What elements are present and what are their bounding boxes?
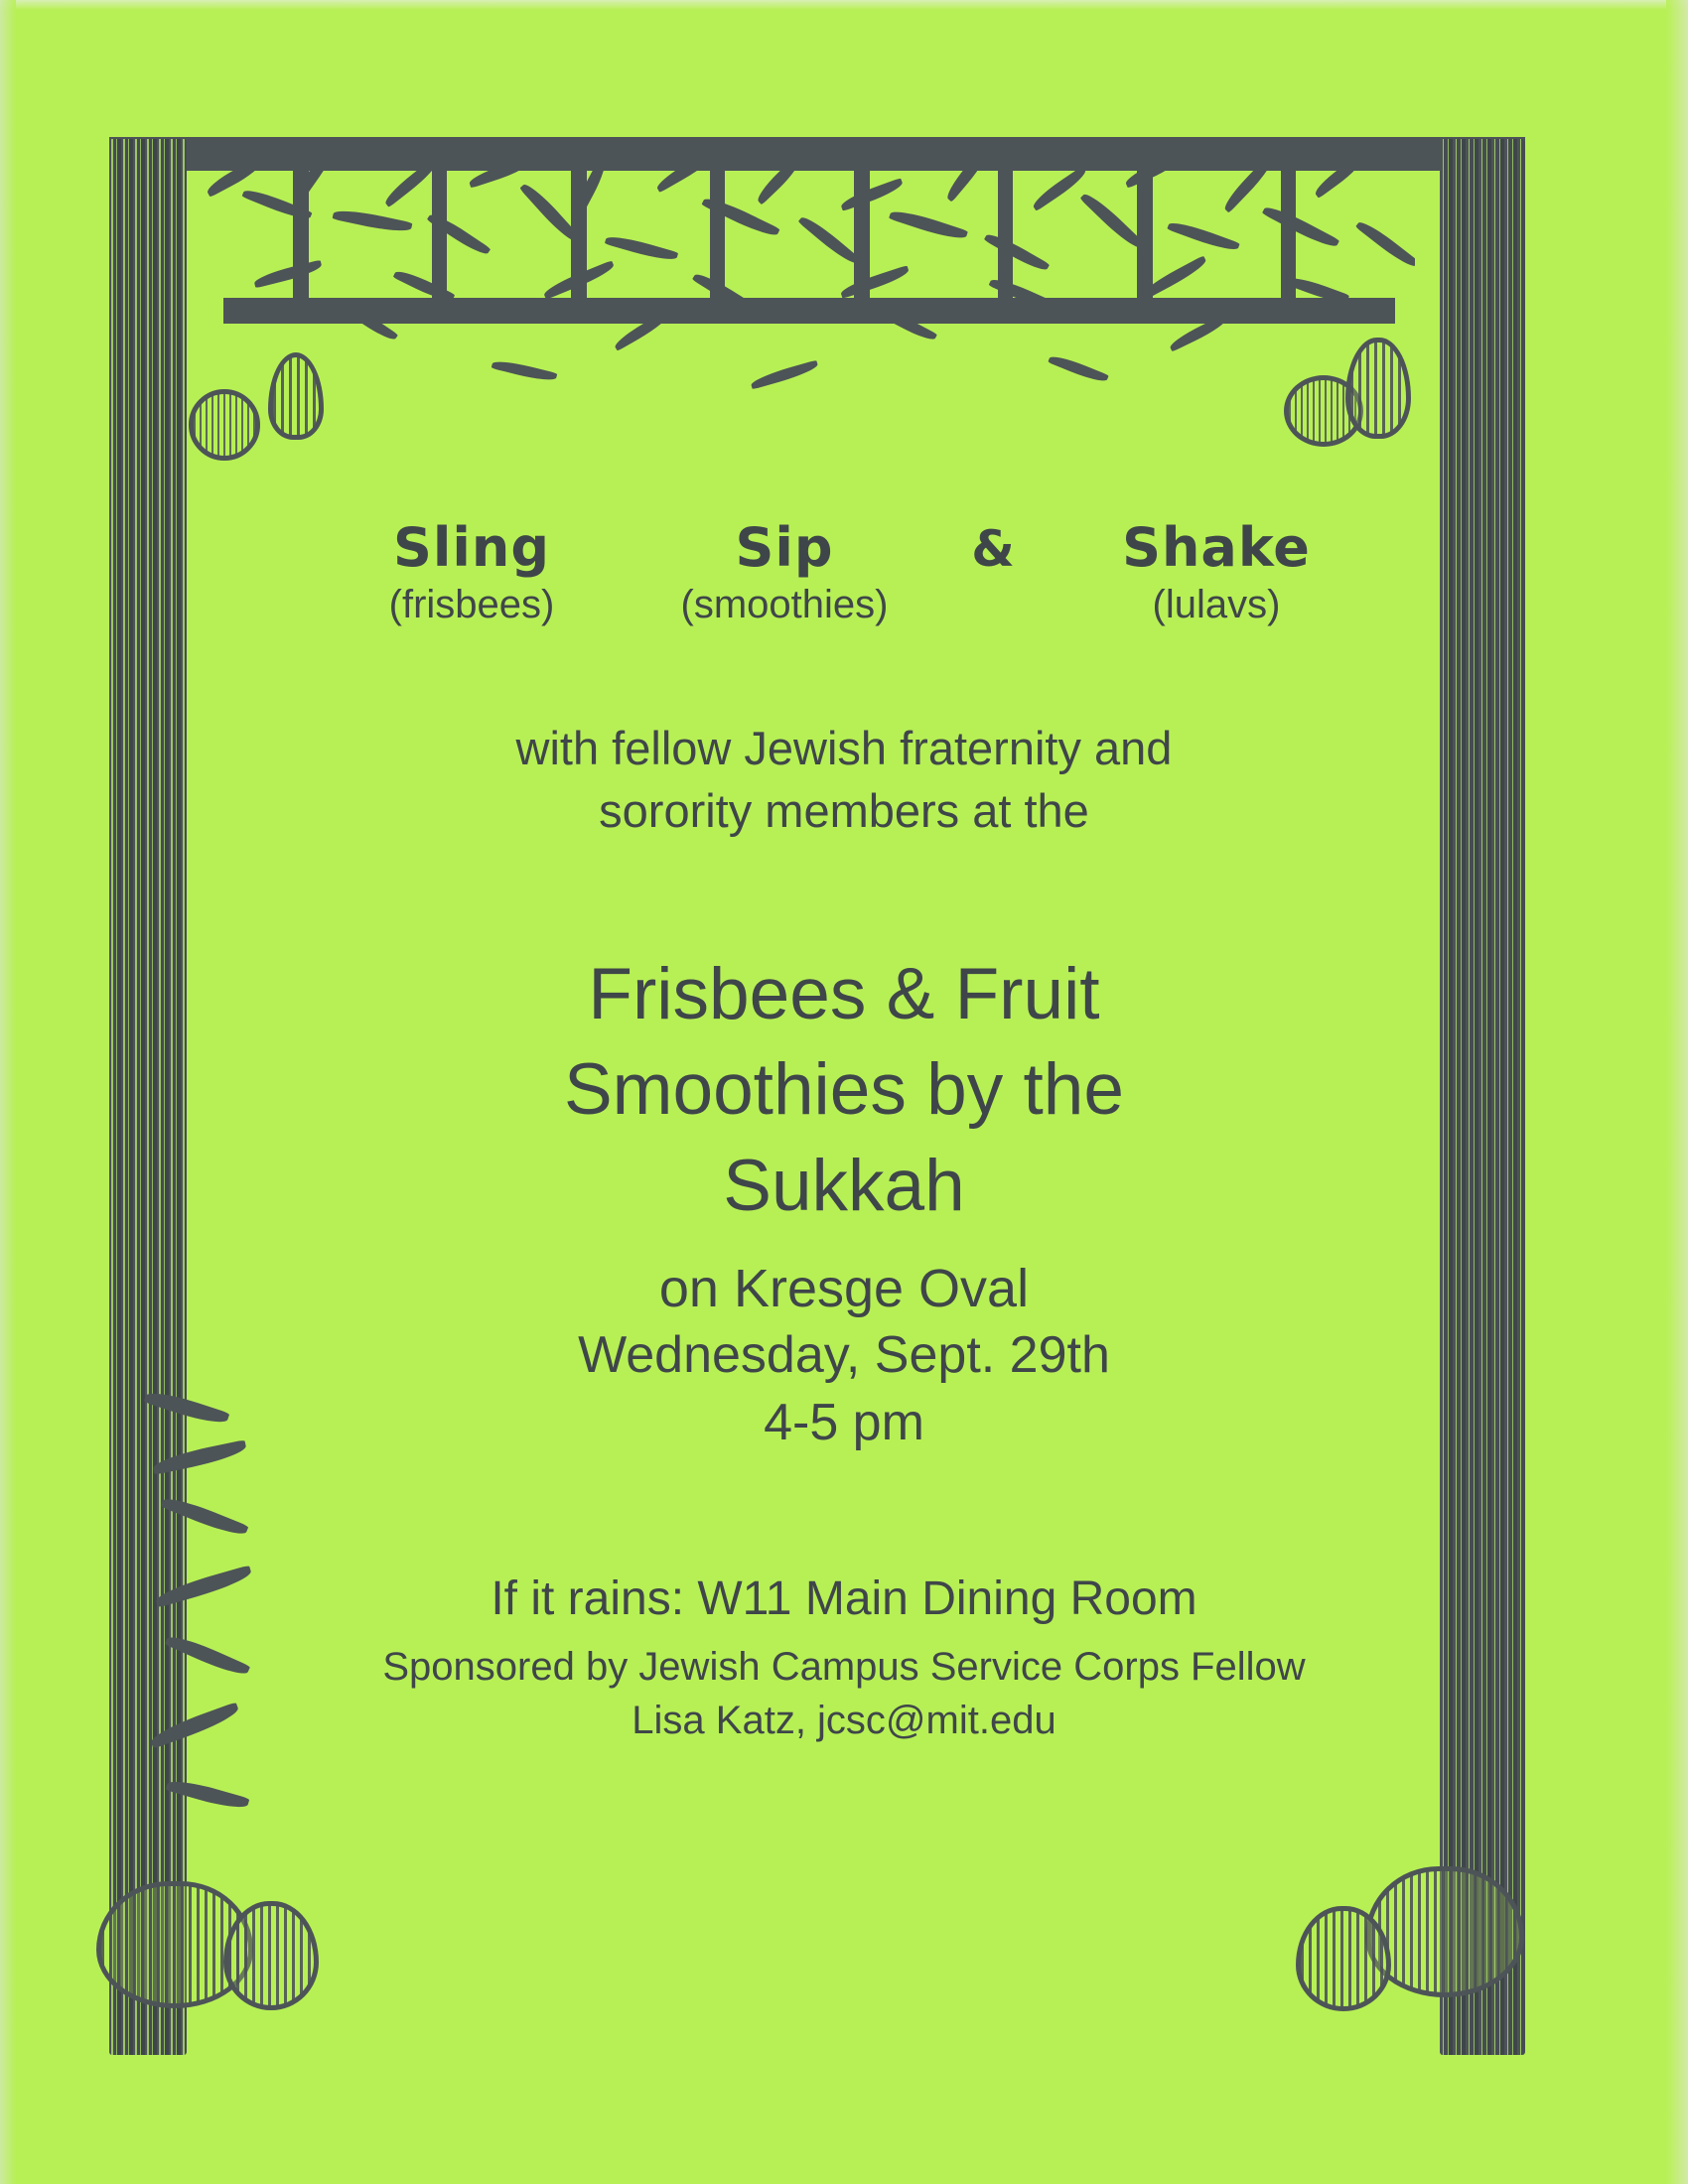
subtitle-smoothies: (smoothies) bbox=[680, 583, 889, 626]
subtitle-lulavs: (lulavs) bbox=[1152, 583, 1281, 626]
corner-gourd-left-small bbox=[223, 1901, 319, 2010]
title-line-1: Frisbees & Fruit bbox=[588, 953, 1100, 1034]
headline-ampersand: & bbox=[971, 520, 1015, 578]
canopy-lath bbox=[432, 169, 447, 300]
title-line-2: Smoothies by the bbox=[563, 1049, 1125, 1131]
post-sprig-leaf bbox=[151, 1439, 247, 1475]
headline-row bbox=[248, 516, 1440, 579]
headline-word-shake: Shake bbox=[1122, 516, 1311, 579]
post-sprig-leaf bbox=[166, 1776, 250, 1814]
poster-text-content bbox=[248, 516, 1440, 1747]
event-time: 4-5 pm bbox=[764, 1394, 924, 1452]
hanging-fruit bbox=[189, 389, 260, 461]
sponsor-line-1: Sponsored by Jewish Campus Service Corps Fellow bbox=[382, 1644, 1306, 1689]
hanging-gourd bbox=[1345, 338, 1411, 439]
intro-line-2: sorority members at the bbox=[599, 784, 1089, 838]
corner-gourd-left bbox=[96, 1881, 253, 2008]
canopy-lath bbox=[854, 169, 870, 300]
hanging-fruit bbox=[1284, 375, 1363, 447]
thatch-leaves bbox=[194, 159, 1415, 397]
post-sprig-leaf bbox=[165, 1631, 250, 1680]
headline-word-sling: Sling bbox=[392, 516, 550, 579]
event-date: Wednesday, Sept. 29th bbox=[578, 1326, 1110, 1385]
corner-gourd-right bbox=[1365, 1866, 1524, 1997]
right-post bbox=[1440, 139, 1525, 2055]
paper-edge-right bbox=[1666, 0, 1688, 2184]
post-sprig-leaf bbox=[148, 1702, 241, 1748]
sponsor-info bbox=[248, 1640, 1440, 1747]
event-title bbox=[248, 947, 1440, 1234]
canopy-lath bbox=[998, 169, 1013, 300]
headline-word-sip: Sip bbox=[735, 516, 834, 579]
corner-gourd-right-small bbox=[1296, 1906, 1391, 2011]
second-beam bbox=[223, 298, 1395, 324]
subtitle-frisbees: (frisbees) bbox=[388, 583, 555, 626]
paper-edge-top bbox=[0, 0, 1688, 10]
event-location: on Kresge Oval bbox=[658, 1258, 1030, 1318]
post-sprig-leaf bbox=[144, 1387, 230, 1429]
title-line-3: Sukkah bbox=[723, 1145, 965, 1226]
left-post bbox=[109, 139, 187, 2055]
post-sprig-leaf bbox=[160, 1493, 248, 1541]
canopy-lath bbox=[1137, 169, 1153, 300]
hanging-pear bbox=[268, 352, 324, 440]
intro-line-1: with fellow Jewish fraternity and bbox=[515, 722, 1173, 774]
intro-text bbox=[248, 717, 1440, 843]
canopy-lath bbox=[1281, 169, 1296, 300]
post-sprig-leaf bbox=[154, 1566, 254, 1608]
top-beam bbox=[109, 137, 1525, 171]
canopy-lath bbox=[571, 169, 587, 300]
canopy-lath bbox=[293, 169, 309, 300]
paper-edge-left bbox=[0, 0, 16, 2184]
canopy-lath bbox=[710, 169, 725, 300]
rain-location: If it rains: W11 Main Dining Room bbox=[491, 1571, 1197, 1625]
headline-subtitle-row bbox=[248, 583, 1440, 627]
sponsor-line-2: Lisa Katz, jcsc@mit.edu bbox=[632, 1698, 1056, 1742]
